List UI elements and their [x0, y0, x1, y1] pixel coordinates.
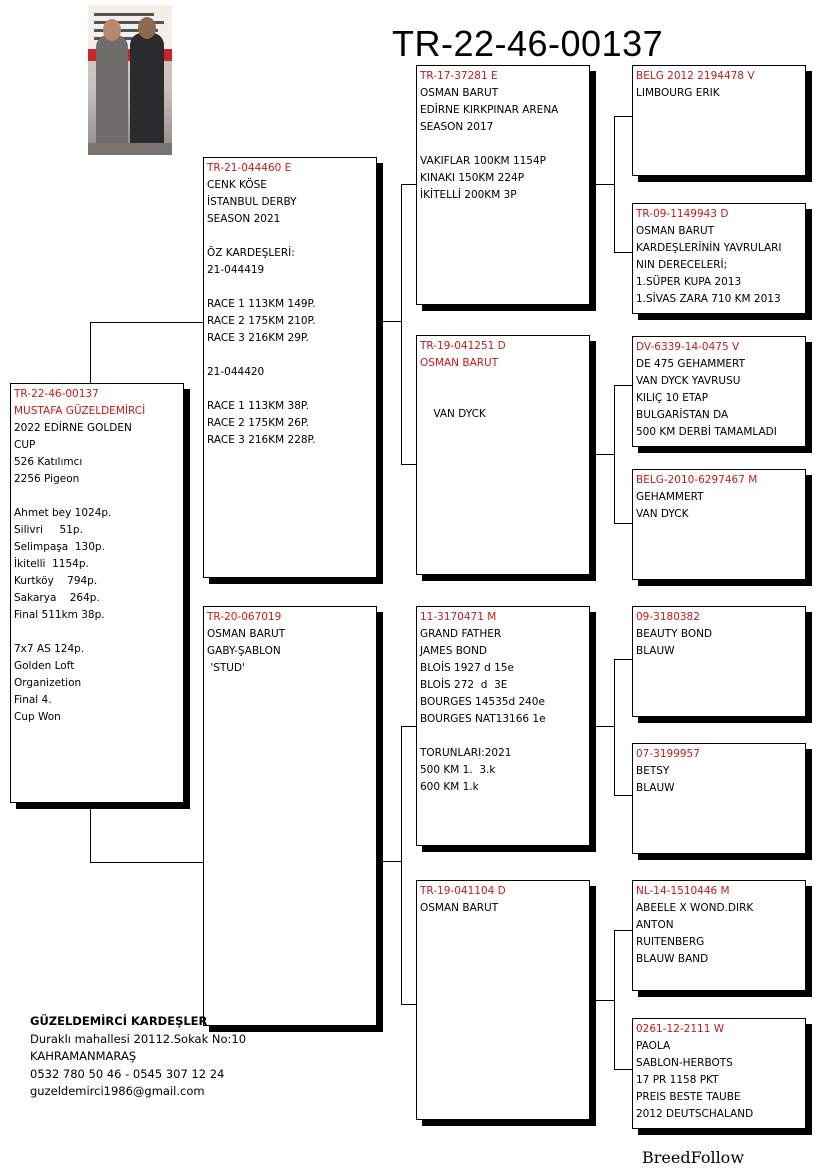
- ring-number: TR-19-041104 D: [420, 885, 506, 897]
- ring-number: 09-3180382: [636, 611, 700, 623]
- pedigree-line: KINAKI 150KM 224P: [420, 172, 525, 184]
- pedigree-line: PREIS BESTE TAUBE: [636, 1091, 741, 1103]
- pedigree-line: Sakarya 264p.: [14, 592, 100, 604]
- pedigree-line: PAOLA: [636, 1040, 671, 1052]
- dam-sire-box: [416, 606, 590, 846]
- owner-phone: 0532 780 50 46 - 0545 307 12 24: [30, 1066, 225, 1081]
- pedigree-line: Silivri 51p.: [14, 524, 83, 536]
- pedigree-line: Cup Won: [14, 711, 61, 723]
- sss-box: [632, 65, 806, 176]
- pedigree-line: CUP: [14, 439, 36, 451]
- pedigree-line: RACE 3 216KM 228P.: [207, 434, 316, 446]
- ring-number: DV-6339-14-0475 V: [636, 341, 740, 353]
- connector: [401, 726, 402, 1005]
- pedigree-line: ÖZ KARDEŞLERİ:: [207, 247, 295, 259]
- pedigree-line: MUSTAFA GÜZELDEMİRCİ: [14, 405, 146, 417]
- pedigree-line: Final 511km 38p.: [14, 609, 105, 621]
- pedigree-line: KILIÇ 10 ETAP: [636, 392, 709, 404]
- pigeon-box: [10, 383, 184, 803]
- pedigree-line: BLOİS 272 d 3E: [420, 679, 508, 691]
- connector: [614, 116, 632, 117]
- pedigree-line: [14, 624, 180, 641]
- connector: [614, 385, 632, 386]
- pedigree-line: 526 Katılımcı: [14, 456, 83, 468]
- dss-box: [632, 606, 806, 717]
- pedigree-line: Organizetion: [14, 677, 82, 689]
- ring-number: 11-3170471 M: [420, 611, 497, 623]
- pedigree-line: Golden Loft: [14, 660, 75, 672]
- pedigree-line: 2022 EDİRNE GOLDEN: [14, 422, 132, 434]
- connector: [614, 795, 632, 796]
- pedigree-line: OSMAN BARUT: [420, 357, 499, 369]
- ring-number: BELG 2012 2194478 V: [636, 70, 755, 82]
- sds-box: [632, 336, 806, 447]
- pedigree-line: 17 PR 1158 PKT: [636, 1074, 719, 1086]
- pedigree-line: SEASON 2017: [420, 121, 494, 133]
- pedigree-line: VAN DYCK: [420, 408, 486, 420]
- pedigree-line: NIN DERECELERİ;: [636, 259, 728, 271]
- pedigree-line: 21-044420: [207, 366, 265, 378]
- pedigree-line: BLAUW BAND: [636, 953, 709, 965]
- connector: [614, 930, 632, 931]
- pedigree-line: VAN DYCK: [636, 508, 689, 520]
- owner-contact: [30, 1013, 246, 1101]
- pedigree-line: [420, 728, 586, 745]
- pedigree-line: ABEELE X WOND.DIRK: [636, 902, 754, 914]
- sire-dam-box: [416, 335, 590, 575]
- pedigree-line: 500 KM 1. 3.k: [420, 764, 496, 776]
- owner-photo: [88, 5, 172, 155]
- ring-number: TR-09-1149943 D: [636, 208, 729, 220]
- pedigree-line: İKİTELLİ 200KM 3P: [420, 189, 517, 201]
- connector: [383, 321, 402, 322]
- pedigree-line: İkitelli 1154p.: [14, 558, 89, 570]
- connector: [596, 726, 615, 727]
- connector: [401, 464, 416, 465]
- connector: [614, 930, 615, 1070]
- sire-sire-box: [416, 65, 590, 305]
- pedigree-line: BLAUW: [636, 645, 675, 657]
- pedigree-line: OSMAN BARUT: [420, 87, 499, 99]
- pedigree-line: LIMBOURG ERIK: [636, 87, 720, 99]
- owner-city: KAHRAMANMARAŞ: [30, 1049, 137, 1063]
- pedigree-line: DE 475 GEHAMMERT: [636, 358, 745, 370]
- pedigree-line: TORUNLARI:2021: [420, 747, 512, 759]
- pedigree-line: BETSY: [636, 765, 670, 777]
- pedigree-line: 2256 Pigeon: [14, 473, 80, 485]
- pedigree-line: BLAUW: [636, 782, 675, 794]
- pedigree-line: [207, 279, 373, 296]
- pedigree-line: VAKIFLAR 100KM 1154P: [420, 155, 546, 167]
- connector: [90, 322, 204, 323]
- owner-address: Duraklı mahallesi 20112.Sokak No:10: [30, 1031, 247, 1046]
- pedigree-line: CENK KÖSE: [207, 179, 267, 191]
- pedigree-line: OSMAN BARUT: [636, 225, 715, 237]
- pedigree-line: [207, 381, 373, 398]
- pedigree-line: 1.SÜPER KUPA 2013: [636, 276, 742, 288]
- pedigree-line: 'STUD': [207, 662, 245, 674]
- pedigree-line: İSTANBUL DERBY: [207, 196, 297, 208]
- connector: [401, 184, 416, 185]
- pedigree-line: BOURGES NAT13166 1e: [420, 713, 546, 725]
- pedigree-line: GRAND FATHER: [420, 628, 502, 640]
- pedigree-line: VAN DYCK YAVRUSU: [636, 375, 741, 387]
- connector: [596, 454, 615, 455]
- connector: [614, 659, 632, 660]
- dam-box: [203, 606, 377, 1026]
- ring-number: NL-14-1510446 M: [636, 885, 730, 897]
- pedigree-line: [420, 136, 586, 153]
- dam-dam-box: [416, 880, 590, 1120]
- pedigree-line: BEAUTY BOND: [636, 628, 713, 640]
- pedigree-line: RACE 2 175KM 210P.: [207, 315, 316, 327]
- pedigree-line: Selimpaşa 130p.: [14, 541, 105, 553]
- connector: [596, 1000, 615, 1001]
- connector: [401, 726, 416, 727]
- pedigree-line: OSMAN BARUT: [420, 902, 499, 914]
- connector: [90, 803, 91, 863]
- dds-box: [632, 880, 806, 991]
- pedigree-line: RUITENBERG: [636, 936, 705, 948]
- connector: [596, 184, 615, 185]
- connector: [401, 184, 402, 465]
- connector: [383, 861, 402, 862]
- connector: [90, 322, 91, 383]
- pedigree-line: [420, 372, 586, 389]
- connector: [614, 252, 632, 253]
- pedigree-line: [207, 347, 373, 364]
- ring-number: TR-21-044460 E: [207, 162, 292, 174]
- ring-number: 07-3199957: [636, 748, 700, 760]
- pedigree-line: GEHAMMERT: [636, 491, 704, 503]
- pedigree-line: SABLON-HERBOTS: [636, 1057, 733, 1069]
- ddd-box: [632, 1018, 806, 1129]
- pedigree-line: SEASON 2021: [207, 213, 281, 225]
- pedigree-line: BLOİS 1927 d 15e: [420, 662, 514, 674]
- pedigree-line: 21-044419: [207, 264, 265, 276]
- pedigree-line: ANTON: [636, 919, 674, 931]
- pedigree-line: Final 4.: [14, 694, 52, 706]
- pedigree-line: KARDEŞLERİNİN YAVRULARI: [636, 242, 782, 254]
- pedigree-line: BOURGES 14535d 240e: [420, 696, 545, 708]
- ring-number: TR-17-37281 E: [420, 70, 498, 82]
- pedigree-line: [14, 488, 180, 505]
- pedigree-line: 600 KM 1.k: [420, 781, 479, 793]
- owner-name: GÜZELDEMİRCİ KARDEŞLER: [30, 1014, 208, 1028]
- connector: [614, 1069, 632, 1070]
- pedigree-line: [207, 228, 373, 245]
- ring-number: TR-22-46-00137: [14, 388, 99, 400]
- pedigree-line: 2012 DEUTSCHALAND: [636, 1108, 754, 1120]
- pedigree-line: JAMES BOND: [420, 645, 488, 657]
- connector: [401, 1004, 416, 1005]
- owner-email: guzeldemirci1986@gmail.com: [30, 1084, 205, 1098]
- ssd-box: [632, 203, 806, 314]
- ring-number: 0261-12-2111 W: [636, 1023, 725, 1035]
- sire-box: [203, 157, 377, 578]
- page-title: TR-22-46-00137: [392, 23, 664, 64]
- connector: [90, 862, 204, 863]
- pedigree-line: EDİRNE KIRKPINAR ARENA: [420, 104, 559, 116]
- ring-number: TR-20-067019: [207, 611, 282, 623]
- pedigree-line: [420, 389, 586, 406]
- pedigree-line: 7x7 AS 124p.: [14, 643, 85, 655]
- connector: [614, 385, 615, 524]
- pedigree-line: BULGARİSTAN DA: [636, 409, 729, 421]
- pedigree-line: Kurtköy 794p.: [14, 575, 98, 587]
- connector: [614, 116, 615, 253]
- pedigree-line: RACE 1 113KM 149P.: [207, 298, 316, 310]
- pedigree-line: OSMAN BARUT: [207, 628, 286, 640]
- dsd-box: [632, 743, 806, 854]
- connector: [614, 523, 632, 524]
- pedigree-line: 1.SİVAS ZARA 710 KM 2013: [636, 293, 781, 305]
- ring-number: TR-19-041251 D: [420, 340, 506, 352]
- pedigree-line: Ahmet bey 1024p.: [14, 507, 112, 519]
- pedigree-line: RACE 2 175KM 26P.: [207, 417, 309, 429]
- pedigree-line: 500 KM DERBİ TAMAMLADI: [636, 426, 777, 438]
- pedigree-line: RACE 1 113KM 38P.: [207, 400, 309, 412]
- pedigree-line: RACE 3 216KM 29P.: [207, 332, 309, 344]
- connector: [614, 659, 615, 796]
- sdd-box: [632, 469, 806, 580]
- ring-number: BELG-2010-6297467 M: [636, 474, 758, 486]
- brand-logo: BreedFollow: [642, 1148, 745, 1167]
- pedigree-line: GABY-ŞABLON: [207, 645, 281, 657]
